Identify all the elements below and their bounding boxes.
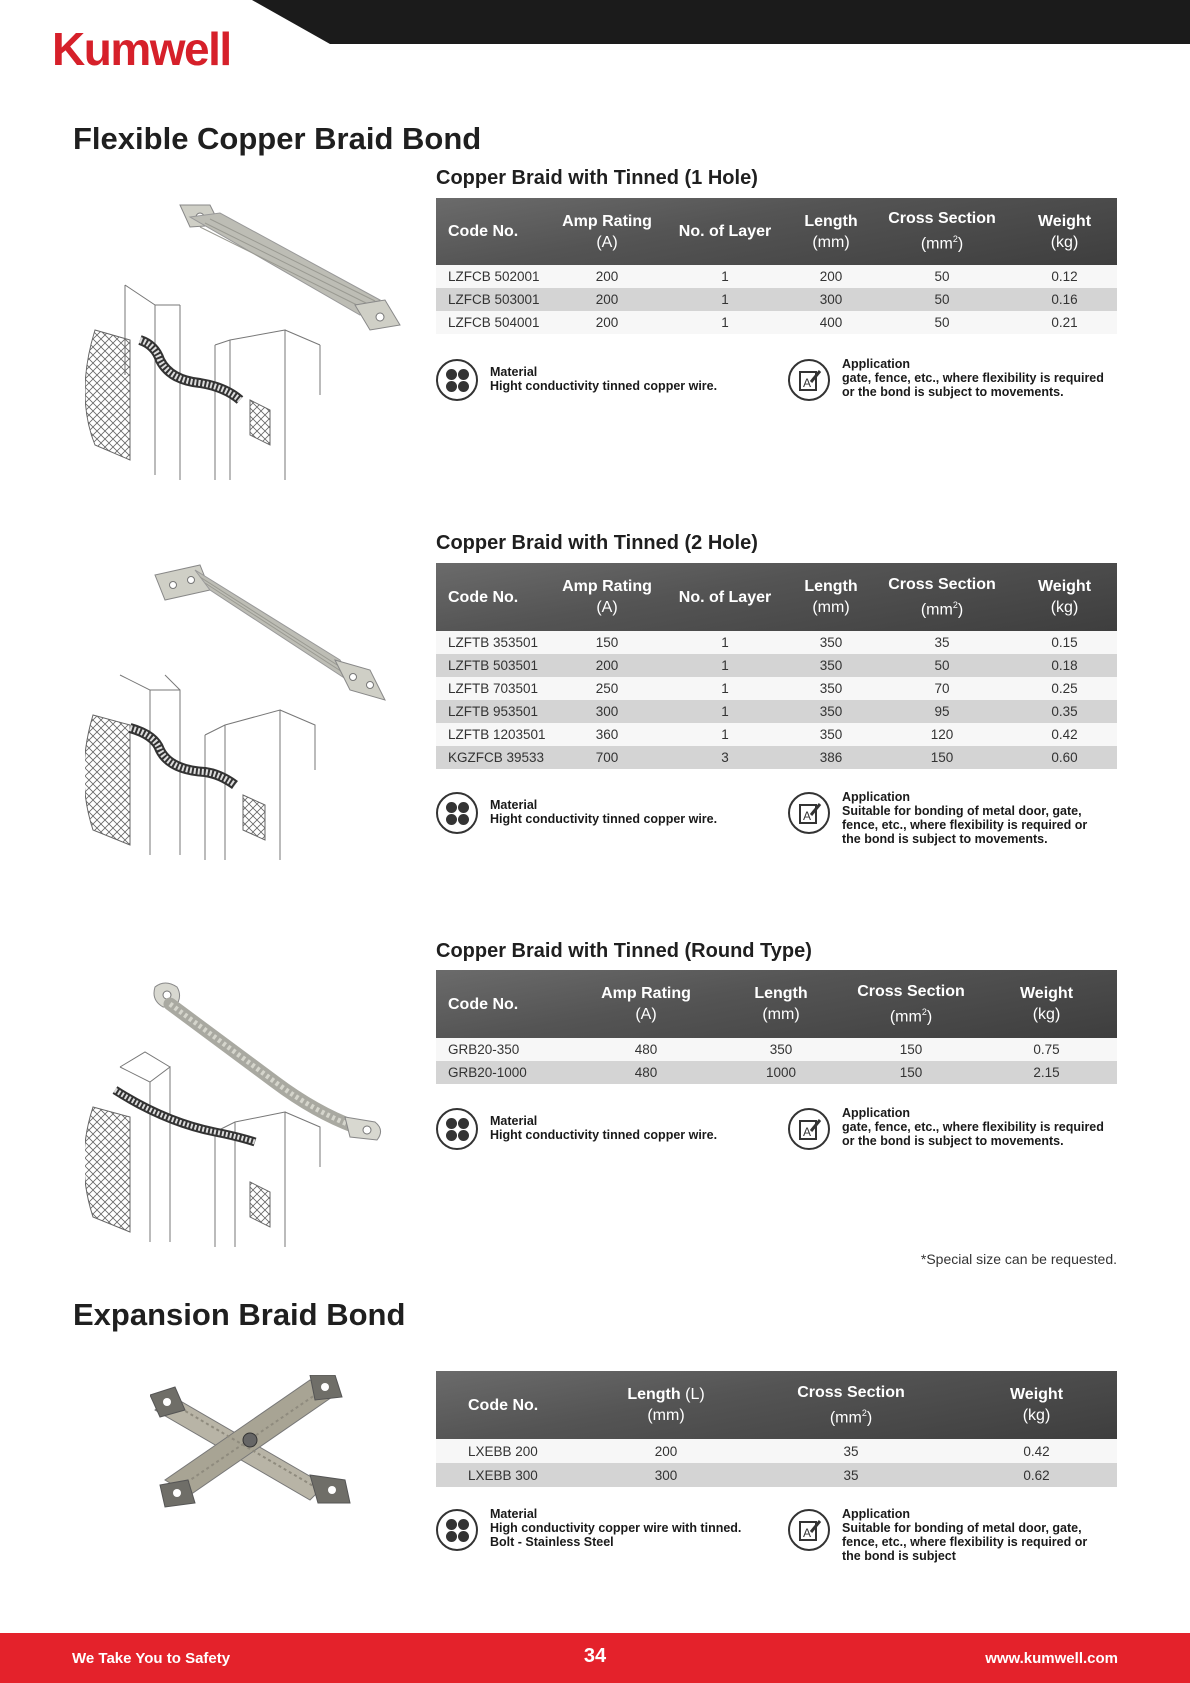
braid-1hole-illustration: [85, 195, 415, 480]
section-title-expansion: Expansion Braid Bond: [73, 1297, 406, 1332]
table2-material: Material Hight conductivity tinned copper wire.: [436, 792, 717, 834]
col-layer: No. of Layer: [678, 223, 772, 240]
col-amp: Amp Rating (A): [562, 212, 652, 251]
svg-text:A: A: [803, 1125, 812, 1139]
document-pen-icon: [788, 1509, 830, 1551]
table3-title: Copper Braid with Tinned (Round Type): [436, 940, 812, 962]
table-row: LZFCB 504001 200 1 400 50 0.21: [436, 311, 1117, 334]
col-code: Code No.: [448, 223, 519, 240]
table2-title: Copper Braid with Tinned (2 Hole): [436, 532, 758, 554]
svg-text:A: A: [803, 376, 812, 390]
expansion-braid-illustration: [150, 1375, 355, 1510]
svg-text:A: A: [803, 809, 812, 823]
braid-2hole-illustration: [85, 560, 415, 860]
four-dots-icon: [436, 1108, 478, 1150]
document-pen-icon: [788, 1108, 830, 1150]
table-row: LXEBB 200 200 35 0.42: [436, 1439, 1117, 1463]
table3-spec: Code No. Amp Rating (A) Length (mm) Cross Section $(mm^2)$ Weight (kg) GRB20-350 480 350 150 0.75 GRB20-1000 480 1000 150 2.15: [436, 970, 1117, 1084]
table-row: LZFCB 502001 200 1 200 50 0.12: [436, 265, 1117, 288]
section-title-flexible: Flexible Copper Braid Bond: [73, 121, 482, 156]
table2-application: A Application Suitable for bonding of metal door, gate, fence, etc., where flexibility is required or the bond is subject to movements.: [788, 792, 1087, 846]
table2-spec: Code No. Amp Rating (A) No. of Layer Length (mm) Cross Section $(mm^2)$ Weight (kg) LZFTB 353501 150 1 350 35 0.15 LZFTB 503501 200 1 350 50 0.18 LZFTB 703501 250 1 350 70 0.25 LZFTB 953501 300 1 350 95 0.35 LZFTB 1203501 360 1 350 120 0.42 KGZFCB 39533 700 3 386 150 0.60: [436, 563, 1117, 769]
table3-application: A Application gate, fence, etc., where flexibility is required or the bond is subject to movements.: [788, 1108, 1104, 1150]
table3-material: Material Hight conductivity tinned copper wire.: [436, 1108, 717, 1150]
four-dots-icon: [436, 1509, 478, 1551]
table1-spec: [436, 198, 1117, 334]
table-row: GRB20-1000 480 1000 150 2.15: [436, 1061, 1117, 1084]
footer-website-link[interactable]: www.kumwell.com: [985, 1650, 1118, 1667]
document-pen-icon: [788, 359, 830, 401]
table4-application: A Application Suitable for bonding of metal door, gate, fence, etc., where flexibility is required or the bond is subject: [788, 1509, 1087, 1563]
four-dots-icon: [436, 359, 478, 401]
table-row: LZFTB 1203501 360 1 350 120 0.42: [436, 723, 1117, 746]
table-row: LZFTB 953501 300 1 350 95 0.35: [436, 700, 1117, 723]
kumwell-logo: Kumwell: [52, 23, 231, 75]
table-row: LZFTB 503501 200 1 350 50 0.18: [436, 654, 1117, 677]
footer-slogan: We Take You to Safety: [72, 1650, 231, 1667]
page-number: 34: [583, 1645, 607, 1667]
table-row: KGZFCB 39533 700 3 386 150 0.60: [436, 746, 1117, 769]
special-size-note: *Special size can be requested.: [920, 1251, 1117, 1267]
table4-material: Material High conductivity copper wire with tinned. Bolt - Stainless Steel: [436, 1509, 741, 1551]
svg-text:A: A: [803, 1526, 812, 1540]
table-row: LZFCB 503001 200 1 300 50 0.16: [436, 288, 1117, 311]
table1-application: A Application gate, fence, etc., where flexibility is required or the bond is subject to movements.: [788, 359, 1104, 401]
table4-spec: Code No. Length (L) (mm) Cross Section $(mm^2)$ Weight (kg) LXEBB 200 200 35 0.42 LXEBB 300 300 35 0.62: [436, 1371, 1117, 1487]
four-dots-icon: [436, 792, 478, 834]
table-row: LZFTB 353501 150 1 350 35 0.15: [436, 631, 1117, 654]
page-footer: [0, 1633, 1190, 1683]
document-pen-icon: [788, 792, 830, 834]
col-length: Length (mm): [804, 212, 858, 251]
table1-material: Material Hight conductivity tinned copper wire.: [436, 359, 717, 401]
table1-title: Copper Braid with Tinned (1 Hole): [436, 167, 758, 189]
col-cross-section: Cross Section $(mm^2)$: [888, 210, 996, 253]
table-row: LZFTB 703501 250 1 350 70 0.25: [436, 677, 1117, 700]
table-row: GRB20-350 480 350 150 0.75: [436, 1038, 1117, 1061]
table-row: LXEBB 300 300 35 0.62: [436, 1463, 1117, 1487]
col-weight: Weight (kg): [1037, 212, 1092, 251]
braid-round-type-illustration: [85, 982, 415, 1247]
